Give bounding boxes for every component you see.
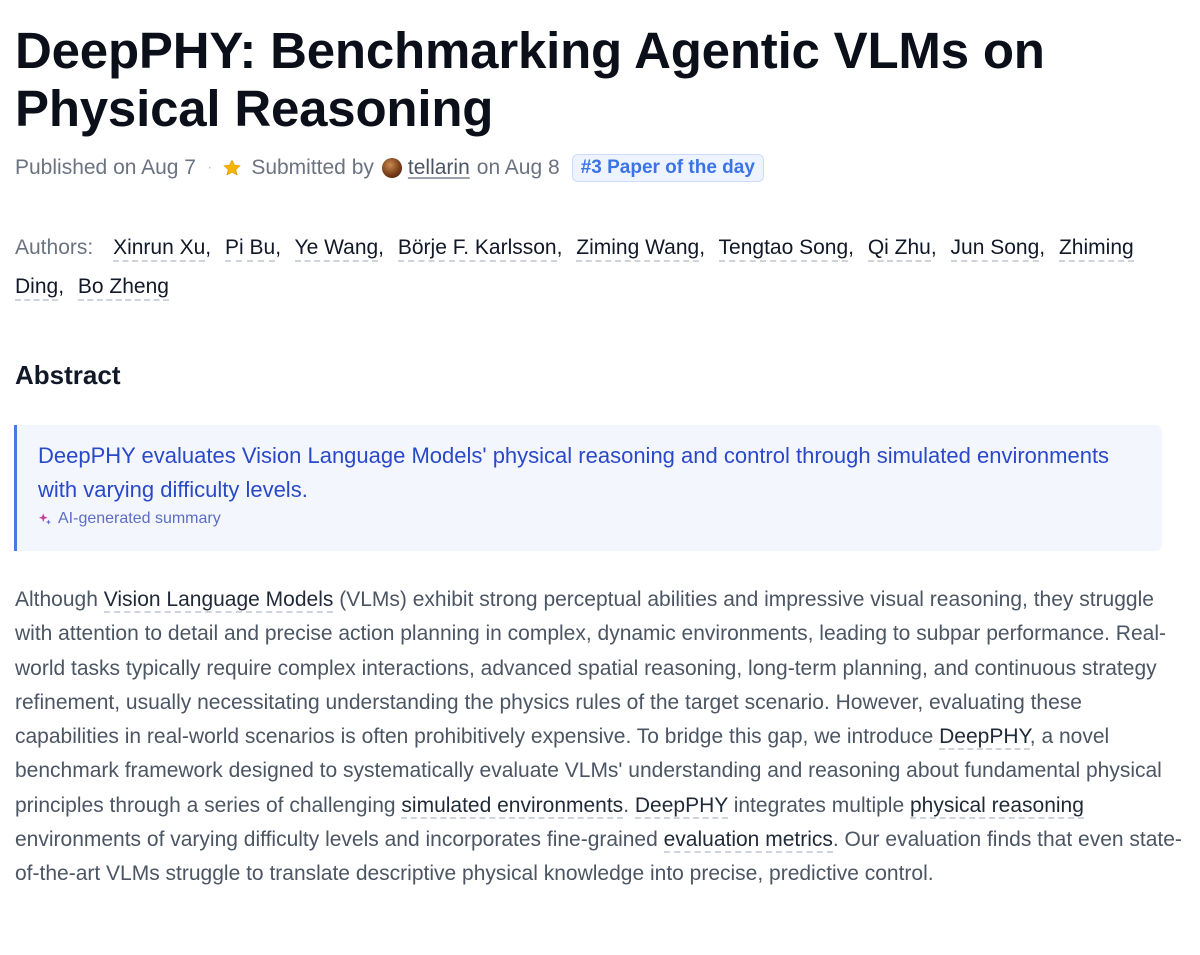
ai-summary-label: AI-generated summary [58,510,221,527]
abstract-text: . Our evaluation finds that even state-of-the-art VLMs struggle to translate descriptive physical knowledge into precise, predictive control. [15,828,1182,886]
author-link[interactable]: Ye Wang [295,236,379,262]
paper-of-day-badge[interactable]: #3 Paper of the day [572,154,764,182]
author-separator: , [205,236,212,259]
abstract-term-link[interactable]: evaluation metrics [663,828,833,852]
star-icon [222,158,242,178]
ai-summary-text: DeepPHY evaluates Vision Language Models' physical reasoning and control through simulated environments with varying difficulty levels. [38,443,1110,502]
author-separator: , [930,236,937,259]
abstract-text: (VLMs) exhibit strong perceptual abilities and impressive visual reasoning, they struggle with attention to detail and precise action planning in complex, dynamic environments, leading to subpar performance. Real-world tasks typically require complex interactions, advanced spatial reasoning, long-term planning, and continuous strategy refinement, usually necessitating understanding the physics rules of the target scenario. However, evaluating these capabilities in real-world scenarios is often prohibitively expensive. To bridge this gap, we introduce [15,588,1166,749]
author-separator: , [699,236,706,259]
published-date: Published on Aug 7 [15,156,196,179]
abstract-term-link[interactable]: DeepPHY [634,793,728,817]
submitter-link[interactable]: tellarin [407,156,470,179]
abstract-text: , a novel benchmark framework designed to systematically evaluate VLMs' understanding and reasoning about fundamental physical principles through a series of challenging [15,725,1162,817]
paper-title: DeepPHY: Benchmarking Agentic VLMs on Physical Reasoning [15,22,1045,137]
author-link[interactable]: Zhiming Ding [15,236,1134,301]
author-link[interactable]: Xinrun Xu [113,236,205,262]
author-separator: , [378,236,385,259]
abstract-text: Although [15,588,104,611]
ai-summary-label-row [38,510,1142,528]
submitted-date: on Aug 8 [476,156,560,179]
author-link[interactable]: Ziming Wang [576,236,699,262]
authors-container [15,236,1134,298]
abstract-term-link[interactable]: Vision Language Models [103,588,334,611]
abstract-text: . [623,793,635,817]
meta-separator: · [206,159,213,176]
author-link[interactable]: Pi Bu [225,236,275,262]
abstract-text: integrates multiple [727,793,910,817]
author-link[interactable]: Jun Song [951,236,1040,262]
author-separator: , [1039,236,1046,259]
paper-meta [15,152,764,184]
author-link[interactable]: Qi Zhu [868,236,931,262]
abstract-term-link[interactable]: DeepPHY [939,725,1030,749]
avatar[interactable] [382,158,402,178]
author-separator: , [556,236,563,259]
abstract-term-link[interactable]: simulated environments [401,793,624,817]
ai-summary-box [14,425,1162,551]
authors-list [15,228,1180,306]
submitted-by-label: Submitted by [251,156,374,179]
sparkle-icon [38,512,52,526]
author-link[interactable]: Bo Zheng [78,275,169,301]
author-separator: , [848,236,854,259]
author-link[interactable]: Börje F. Karlsson [398,236,557,262]
abstract-heading: Abstract [15,360,121,390]
author-link[interactable]: Tengtao Song [719,236,849,262]
abstract-body [15,583,1183,892]
author-separator: , [58,275,65,298]
abstract-text: environments of varying difficulty levels and incorporates fine-grained [15,828,664,852]
authors-label: Authors: [15,236,94,259]
author-separator: , [275,236,282,259]
abstract-term-link[interactable]: physical reasoning [909,793,1084,817]
